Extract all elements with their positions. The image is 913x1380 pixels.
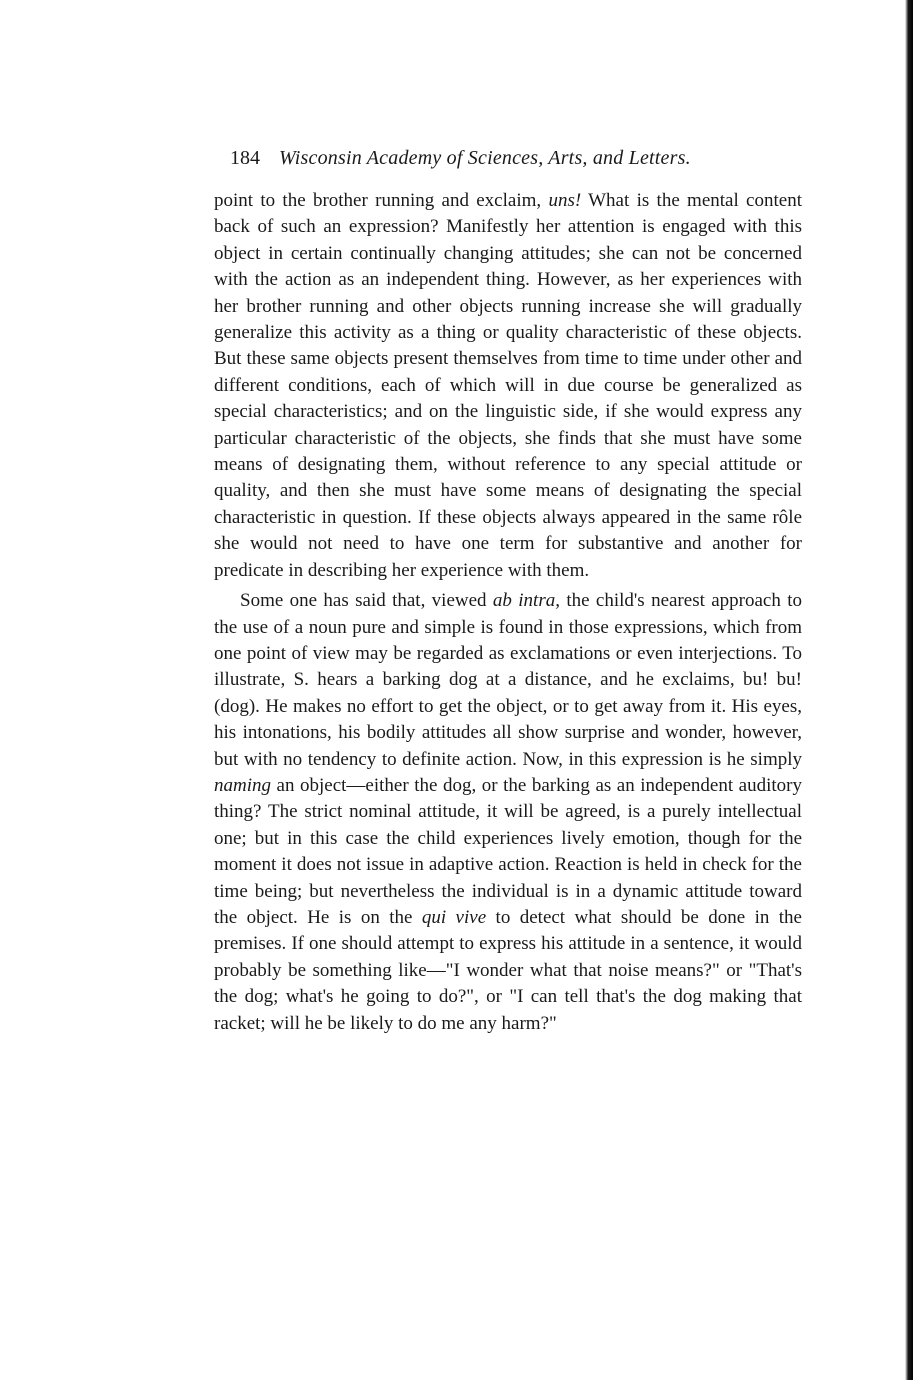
- paragraph-2-text: Some one has said that, viewed: [240, 590, 493, 612]
- paragraph-2-italic-qui-vive: qui vive: [421, 906, 487, 928]
- paragraph-1-text: point to the brother running and exclaim,: [214, 190, 549, 211]
- paragraph-2-italic-ab-intra: ab intra,: [492, 590, 560, 612]
- paragraph-2-text-cont: the child's nearest approach to the use of a noun pure and simple is found in those expressions, which from one point of view may be regarded as exclamations or even interjections. To illustrate, S. hears a barking dog at a distance, and he exclaims, bu! bu! (dog). He makes no effort to get the object, or to get away from it. His eyes, his intonations, his bodily attitudes all show surprise and wonder, however, but with no tendency to definite action. Now, in this expression is he simply: [214, 590, 802, 770]
- running-header: [230, 144, 790, 172]
- scan-edge-shadow: [905, 0, 913, 1380]
- paragraph-2: [214, 588, 802, 1037]
- paragraph-1: [214, 188, 802, 584]
- paragraph-2-italic-naming: naming: [214, 774, 271, 796]
- running-title: Wisconsin Academy of Sciences, Arts, and Letters.: [279, 147, 691, 169]
- paragraph-1-text-cont: What is the mental content back of such an expression? Manifestly her attention is engaged with this object in certain continually changing attitudes; she can not be concerned with the action as an independent thing. However, as her experiences with her brother running and other objects running increase she will gradually generalize this activity as a thing or quality characteristic of these objects. But these same objects present themselves from time to time under other and different conditions, each of which will in due course be generalized as special characteristics; and on the linguistic side, if she would express any particular characteristic of the objects, she finds that she must have some means of designating them, without reference to any special attitude or quality, and then she must have some means of designating the special characteristic in question. If these objects always appeared in the same rôle she would not need to have one term for substantive and another for predicate in describing her experience with them.: [214, 190, 802, 581]
- page-number: 184: [230, 147, 260, 169]
- paragraph-1-italic-uns: uns!: [548, 190, 582, 211]
- body-text: [214, 188, 802, 1037]
- paragraph-2-text-cont-3: to detect what should be done in the premises. If one should attempt to express his attitude in a sentence, it would probably be something like—"I wonder what that noise means?" or "That's the dog; what's he going to do?", or "I can tell that's the dog making that racket; will he be likely to do me any harm?": [214, 906, 802, 1034]
- paragraph-2-text-cont-2: an object—either the dog, or the barking as an independent auditory thing? The strict nominal attitude, it will be agreed, is a purely intellectual one; but in this case the child experiences lively emotion, though for the moment it does not issue in adaptive action. Reaction is held in check for the time being; but nevertheless the individual is in a dynamic attitude toward the object. He is on the: [214, 774, 802, 928]
